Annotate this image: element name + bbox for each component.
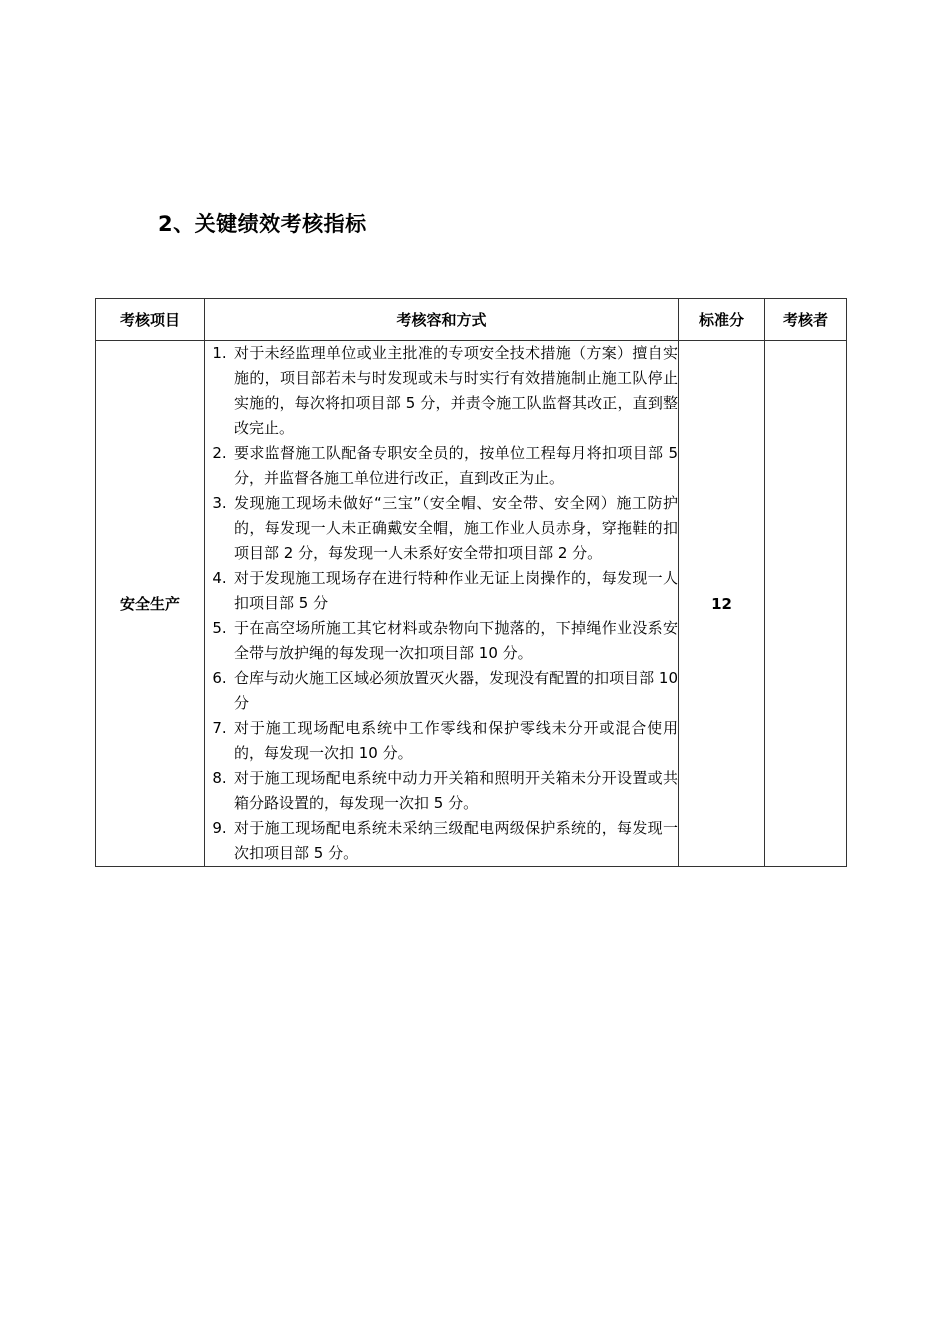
list-item — [205, 716, 678, 766]
list-item-text: 发现施工现场未做好“三宝”（安全帽、安全带、安全网）施工防护的，每发现一人未正确戴安全帽，施工作业人员赤身，穿拖鞋的扣项目部 2 分，每发现一人未系好安全带扣项目部 2 分。 — [234, 494, 678, 562]
kpi-table — [95, 298, 847, 867]
table-row — [96, 341, 847, 867]
section-title: 2、关键绩效考核指标 — [158, 212, 367, 236]
header-content: 考核容和方式 — [205, 299, 679, 341]
list-item-number: 3. — [212, 494, 227, 512]
list-item-text: 对于施工现场配电系统未采纳三级配电两级保护系统的，每发现一次扣项目部 5 分。 — [234, 819, 678, 862]
list-item-text: 对于施工现场配电系统中工作零线和保护零线未分开或混合使用的，每发现一次扣 10 分。 — [234, 719, 678, 762]
score-cell: 12 — [679, 341, 765, 867]
list-item-number: 8. — [212, 769, 227, 787]
list-item — [205, 441, 678, 491]
list-item-number: 6. — [212, 669, 227, 687]
list-item-number: 7. — [212, 719, 227, 737]
project-cell: 安全生产 — [96, 341, 205, 867]
list-item-text: 于在高空场所施工其它材料或杂物向下抛落的，下掉绳作业没系安全带与放护绳的每发现一次扣项目部 10 分。 — [234, 619, 678, 662]
list-item-text: 仓库与动火施工区域必须放置灭火器，发现没有配置的扣项目部 10 分 — [234, 669, 678, 712]
list-item — [205, 616, 678, 666]
list-item-text: 对于未经监理单位或业主批准的专项安全技术措施（方案）擅自实施的，项目部若未与时发现或未与时实行有效措施制止施工队停止实施的，每次将扣项目部 5 分，并责令施工队监督其改正，直到整改完止。 — [234, 344, 678, 437]
assessor-cell — [765, 341, 847, 867]
table-header-row — [96, 299, 847, 341]
list-item — [205, 491, 678, 566]
content-cell — [205, 341, 679, 867]
header-assessor: 考核者 — [765, 299, 847, 341]
list-item — [205, 566, 678, 616]
header-project: 考核项目 — [96, 299, 205, 341]
list-item-number: 5. — [212, 619, 227, 637]
rules-list — [205, 341, 678, 866]
header-score: 标准分 — [679, 299, 765, 341]
list-item-number: 9. — [212, 819, 227, 837]
list-item-number: 4. — [212, 569, 227, 587]
list-item — [205, 666, 678, 716]
list-item-text: 要求监督施工队配备专职安全员的，按单位工程每月将扣项目部 5 分，并监督各施工单位进行改正，直到改正为止。 — [234, 444, 678, 487]
list-item-text: 对于施工现场配电系统中动力开关箱和照明开关箱未分开设置或共箱分路设置的，每发现一次扣 5 分。 — [234, 769, 678, 812]
list-item-number: 1. — [212, 344, 227, 362]
list-item-number: 2. — [212, 444, 227, 462]
list-item — [205, 816, 678, 866]
list-item — [205, 766, 678, 816]
list-item-text: 对于发现施工现场存在进行特种作业无证上岗操作的，每发现一人扣项目部 5 分 — [234, 569, 678, 612]
list-item — [205, 341, 678, 441]
